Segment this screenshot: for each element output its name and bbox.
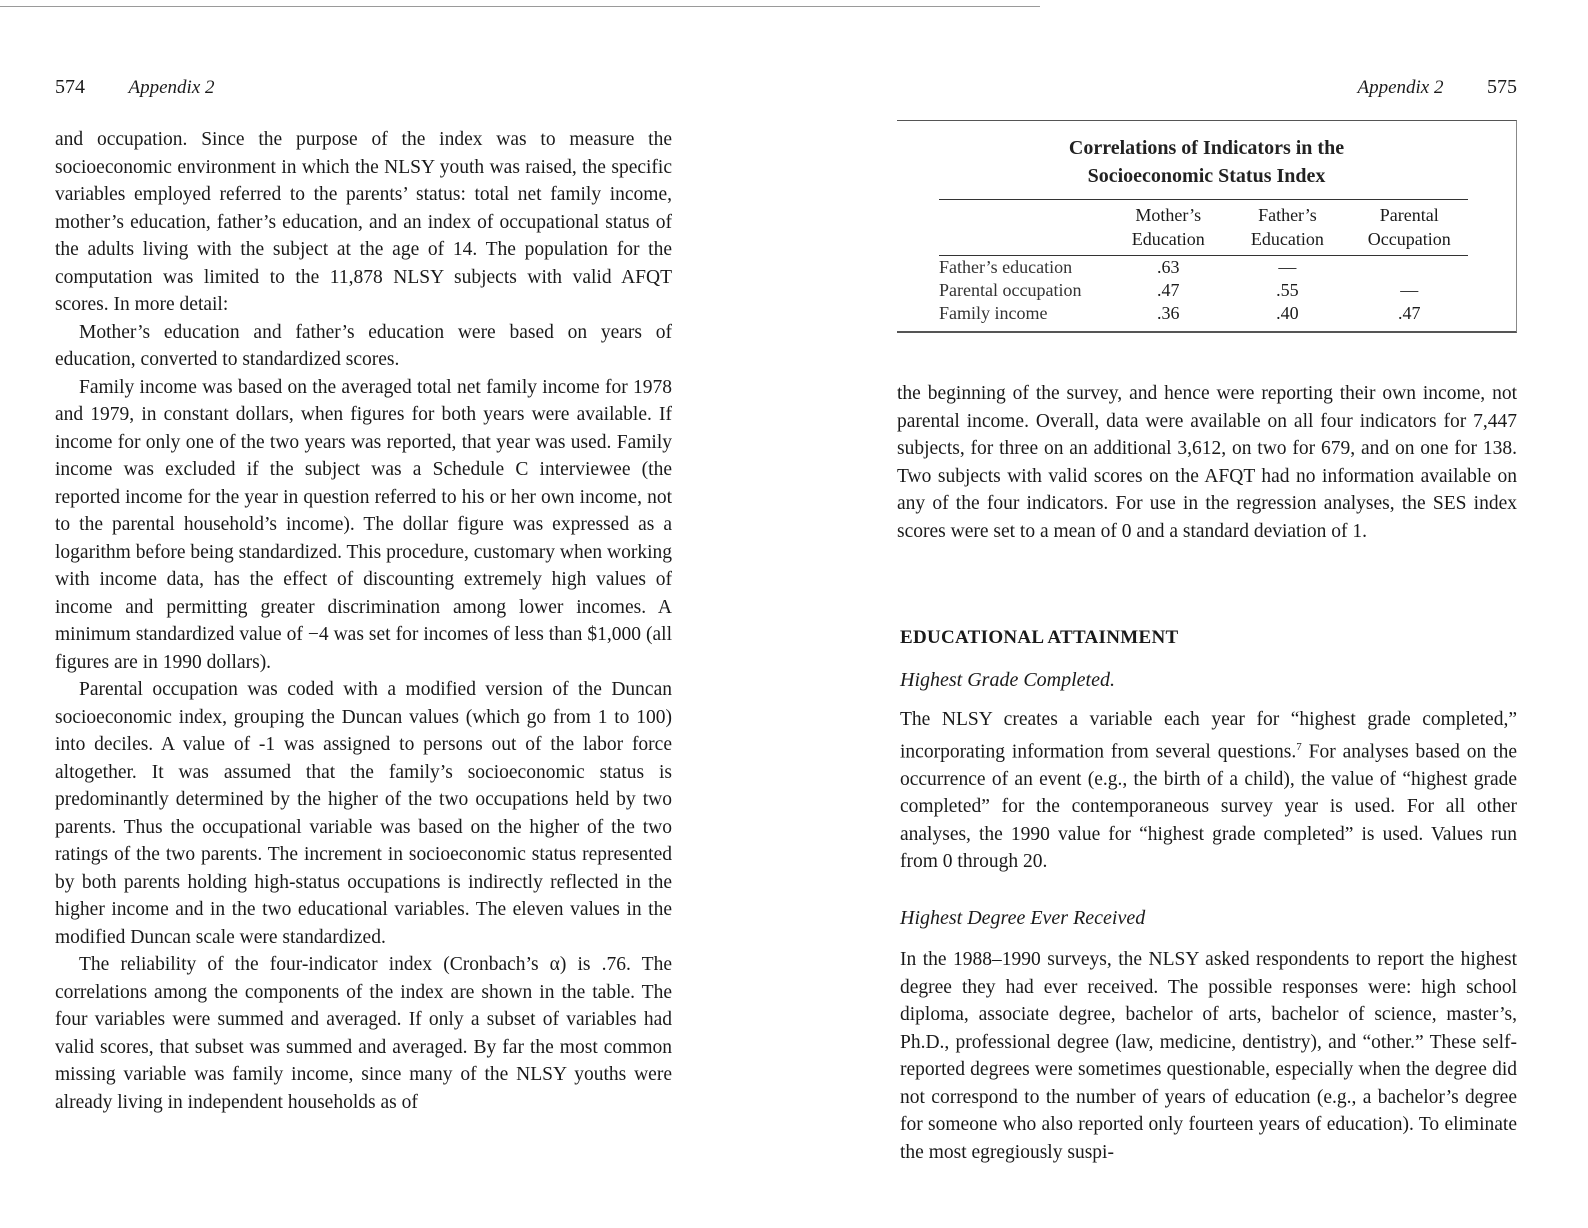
table-title-line: Socioeconomic Status Index: [1087, 165, 1326, 187]
scan-top-edge: [0, 6, 1040, 7]
correlation-table-box: [897, 120, 1517, 333]
table-header-stub: [939, 203, 1112, 256]
table-row: [939, 302, 1468, 325]
column-header-line: Education: [1131, 229, 1205, 249]
row-label: Family income: [939, 303, 1048, 323]
column-header-line: Parental: [1379, 205, 1439, 225]
row-label: Parental occupation: [939, 280, 1082, 300]
table-top-rule: [939, 199, 1468, 200]
table-title: [897, 134, 1516, 190]
table-row: [939, 279, 1468, 302]
table-header-cell: [1112, 203, 1224, 256]
column-header-line: Occupation: [1367, 229, 1451, 249]
subsection-body: [900, 946, 1517, 1166]
table-cell: .47: [1157, 280, 1180, 300]
paragraph-text: The NLSY creates a variable each year for “highest grade completed,” incorporating information from several questions.: [900, 709, 1517, 762]
table-cell: .63: [1157, 257, 1180, 277]
correlation-table: [939, 203, 1468, 325]
paragraph: In the 1988–1990 surveys, the NLSY asked respondents to report the highest degree they had ever received. The possible responses were: high school diploma, associate degree, bachelor of arts, bachelor of science, master’s, Ph.D., professional degree (law, medicine, dentistry), and “other.” These self-reported degrees were sometimes questionable, especially when the degree did not correspond to the number of years of education (e.g., a bachelor’s degree for someone who also reported only fourteen years of education). To eliminate the most egregiously suspi-: [900, 949, 1517, 1163]
table-cell: .47: [1397, 303, 1421, 323]
right-running-head: Appendix 2: [1357, 77, 1444, 98]
right-page-header: [1357, 76, 1517, 99]
subsection-heading: Highest Grade Completed.: [900, 669, 1115, 691]
table-header-row: [939, 203, 1468, 256]
section-heading: EDUCATIONAL ATTAINMENT: [900, 627, 1179, 648]
left-running-head: Appendix 2: [128, 77, 215, 98]
table-title-line: Correlations of Indicators in the: [1068, 137, 1345, 159]
table-cell: .55: [1276, 280, 1299, 300]
table-row: [939, 256, 1468, 280]
paragraph-text: For analyses based on the occurrence of an event (e.g., the birth of a child), the value of “highest grade completed” for the contemporaneous survey year is used. For all other analyses, the 1990 value for “highest grade completed” is used. Values run from 0 through 20.: [900, 741, 1517, 872]
table-cell: .36: [1157, 303, 1180, 323]
table-header-cell: [1350, 203, 1468, 256]
row-label: Father’s education: [939, 257, 1073, 277]
paragraph: Mother’s education and father’s education were based on years of education, converted to standardized scores.: [55, 321, 672, 370]
table-cell: —: [1400, 280, 1419, 300]
left-page-body: [55, 126, 672, 1116]
table-cell: [1350, 256, 1468, 280]
table-cell: .40: [1276, 303, 1299, 323]
paragraph: Family income was based on the averaged total net family income for 1978 and 1979, in constant dollars, when figures for both years were available. If income for only one of the two years was reported, that year was used. Family income was excluded if the subject was a Schedule C interviewee (the reported income for the year in question referred to his or her own income, not to the parental household’s income). The dollar figure was expressed as a logarithm before being standardized. This procedure, customary when working with income data, has the effect of discounting extremely high values of income and permitting greater discrimination among lower incomes. A minimum standardized value of −4 was set for incomes of less than $1,000 (all figures are in 1990 dollars).: [55, 376, 672, 673]
right-page-body: [897, 380, 1517, 545]
paragraph: Parental occupation was coded with a modified version of the Duncan socioeconomic index, grouping the Duncan values (which go from 1 to 100) into deciles. A value of -1 was assigned to persons out of the labor force altogether. It was assumed that the family’s socioeconomic status is predominantly determined by the higher of the two occupations held by two parents. Thus the occupational variable was based on the higher of the two ratings of the two parents. The increment in socioeconomic status represented by both parents holding high-status occupations is indirectly reflected in the higher income and in the two educational variables. The eleven values in the modified Duncan scale were standardized.: [55, 679, 672, 948]
right-page-number: 575: [1487, 76, 1517, 98]
left-page-number: 574: [55, 76, 85, 98]
paragraph: The reliability of the four-indicator index (Cronbach’s α) is .76. The correlations among the components of the index are shown in the table. The four variables were summed and averaged. If only a subset of variables had valid scores, that subset was summed and averaged. By far the most common missing variable was family income, since many of the NLSY youths were already living in independent households as of: [55, 954, 672, 1113]
footnote-marker: 7: [1296, 740, 1302, 753]
subsection-body: [900, 706, 1517, 876]
paragraph: and occupation. Since the purpose of the index was to measure the socioeconomic environment in which the NLSY youth was raised, the specific variables employed referred to the parents’ status: total net family income, mother’s education, father’s education, and an index of occupational status of the adults living with the subject at the age of 14. The population for the computation was limited to the 11,878 NLSY subjects with valid AFQT scores. In more detail:: [55, 129, 672, 315]
column-header-line: Education: [1250, 229, 1324, 249]
column-header-line: Father’s: [1258, 205, 1317, 225]
column-header-line: Mother’s: [1135, 205, 1202, 225]
left-page-header: [55, 76, 215, 99]
table-header-cell: [1224, 203, 1350, 256]
table-cell: —: [1278, 257, 1297, 277]
paragraph: [900, 706, 1517, 876]
subsection-heading: Highest Degree Ever Received: [900, 907, 1146, 929]
paragraph: the beginning of the survey, and hence were reporting their own income, not parental income. Overall, data were available on all four indicators for 7,447 subjects, for three on an additional 3,612, on two for 679, and on one for 138. Two subjects with valid scores on the AFQT had no information available on any of the four indicators. For use in the regression analyses, the SES index scores were set to a mean of 0 and a standard deviation of 1.: [897, 383, 1517, 542]
